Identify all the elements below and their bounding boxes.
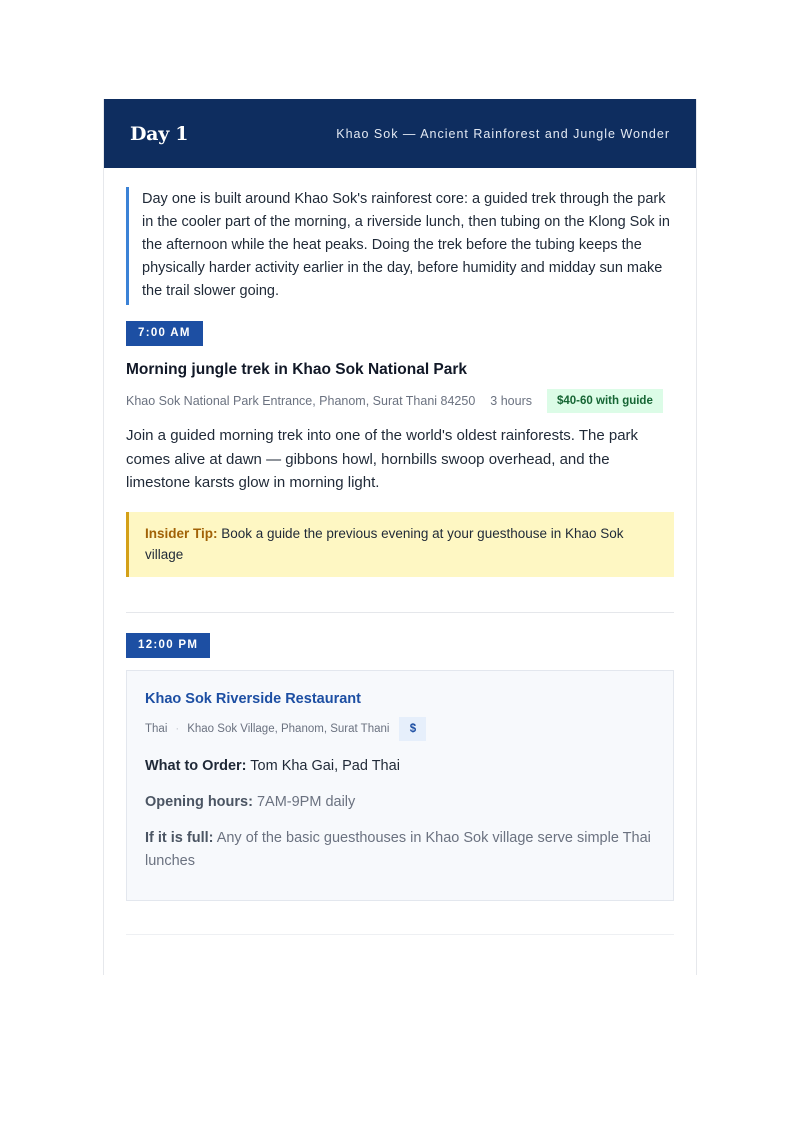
day-content: [104, 168, 696, 935]
insider-tip: [126, 512, 674, 577]
restaurant-address: Khao Sok Village, Phanom, Surat Thani: [187, 722, 390, 735]
day-header: [104, 99, 696, 168]
insider-tip-label: Insider Tip:: [145, 525, 218, 541]
opening-hours-label: Opening hours:: [145, 793, 253, 810]
opening-hours: [145, 791, 655, 814]
restaurant-card: [126, 670, 674, 901]
day-title: Day 1: [130, 122, 189, 145]
activity-address: Khao Sok National Park Entrance, Phanom, Surat Thani 84250: [126, 394, 476, 408]
restaurant-meta: [145, 717, 655, 741]
section-divider: [126, 612, 674, 613]
what-to-order-label: What to Order:: [145, 757, 247, 774]
activity-description: Join a guided morning trek into one of the world's oldest rainforests. The park comes alive at dawn — gibbons howl, hornbills swoop overhead, and the limestone karsts glow in morning light.: [126, 427, 639, 491]
restaurant-name[interactable]: Khao Sok Riverside Restaurant: [145, 690, 361, 707]
day-intro: Day one is built around Khao Sok's rainforest core: a guided trek through the park in the cooler part of the morning, a riverside lunch, then tubing on the Klong Sok in the afternoon while the heat peaks. Doing the trek before the tubing keeps the physically harder activity earlier in the day, before humidity and midday sun make the trail slower going.: [126, 187, 674, 305]
activity-duration: 3 hours: [490, 394, 532, 408]
activity-title: Morning jungle trek in Khao Sok National Park: [126, 361, 468, 378]
what-to-order-value: Tom Kha Gai, Pad Thai: [246, 757, 400, 774]
itinerary-page: [103, 99, 697, 975]
section-divider: [126, 934, 674, 935]
if-full: [145, 827, 655, 873]
meal-time-badge: 12:00 PM: [126, 633, 210, 658]
insider-tip-text: Book a guide the previous evening at your guesthouse in Khao Sok village: [145, 525, 624, 562]
what-to-order: [145, 755, 655, 778]
meta-separator: ·: [175, 722, 180, 735]
restaurant-cuisine: Thai: [145, 722, 168, 735]
day-subtitle: Khao Sok — Ancient Rainforest and Jungle Wonder: [336, 126, 670, 141]
opening-hours-value: 7AM-9PM daily: [252, 793, 356, 810]
activity-time-badge: 7:00 AM: [126, 321, 203, 346]
activity-meta: [126, 389, 674, 413]
if-full-label: If it is full:: [145, 829, 214, 846]
activity-price-badge: $40-60 with guide: [547, 389, 663, 413]
restaurant-price-level: $: [399, 717, 426, 741]
if-full-value: Any of the basic guesthouses in Khao Sok village serve simple Thai lunches: [145, 829, 651, 869]
